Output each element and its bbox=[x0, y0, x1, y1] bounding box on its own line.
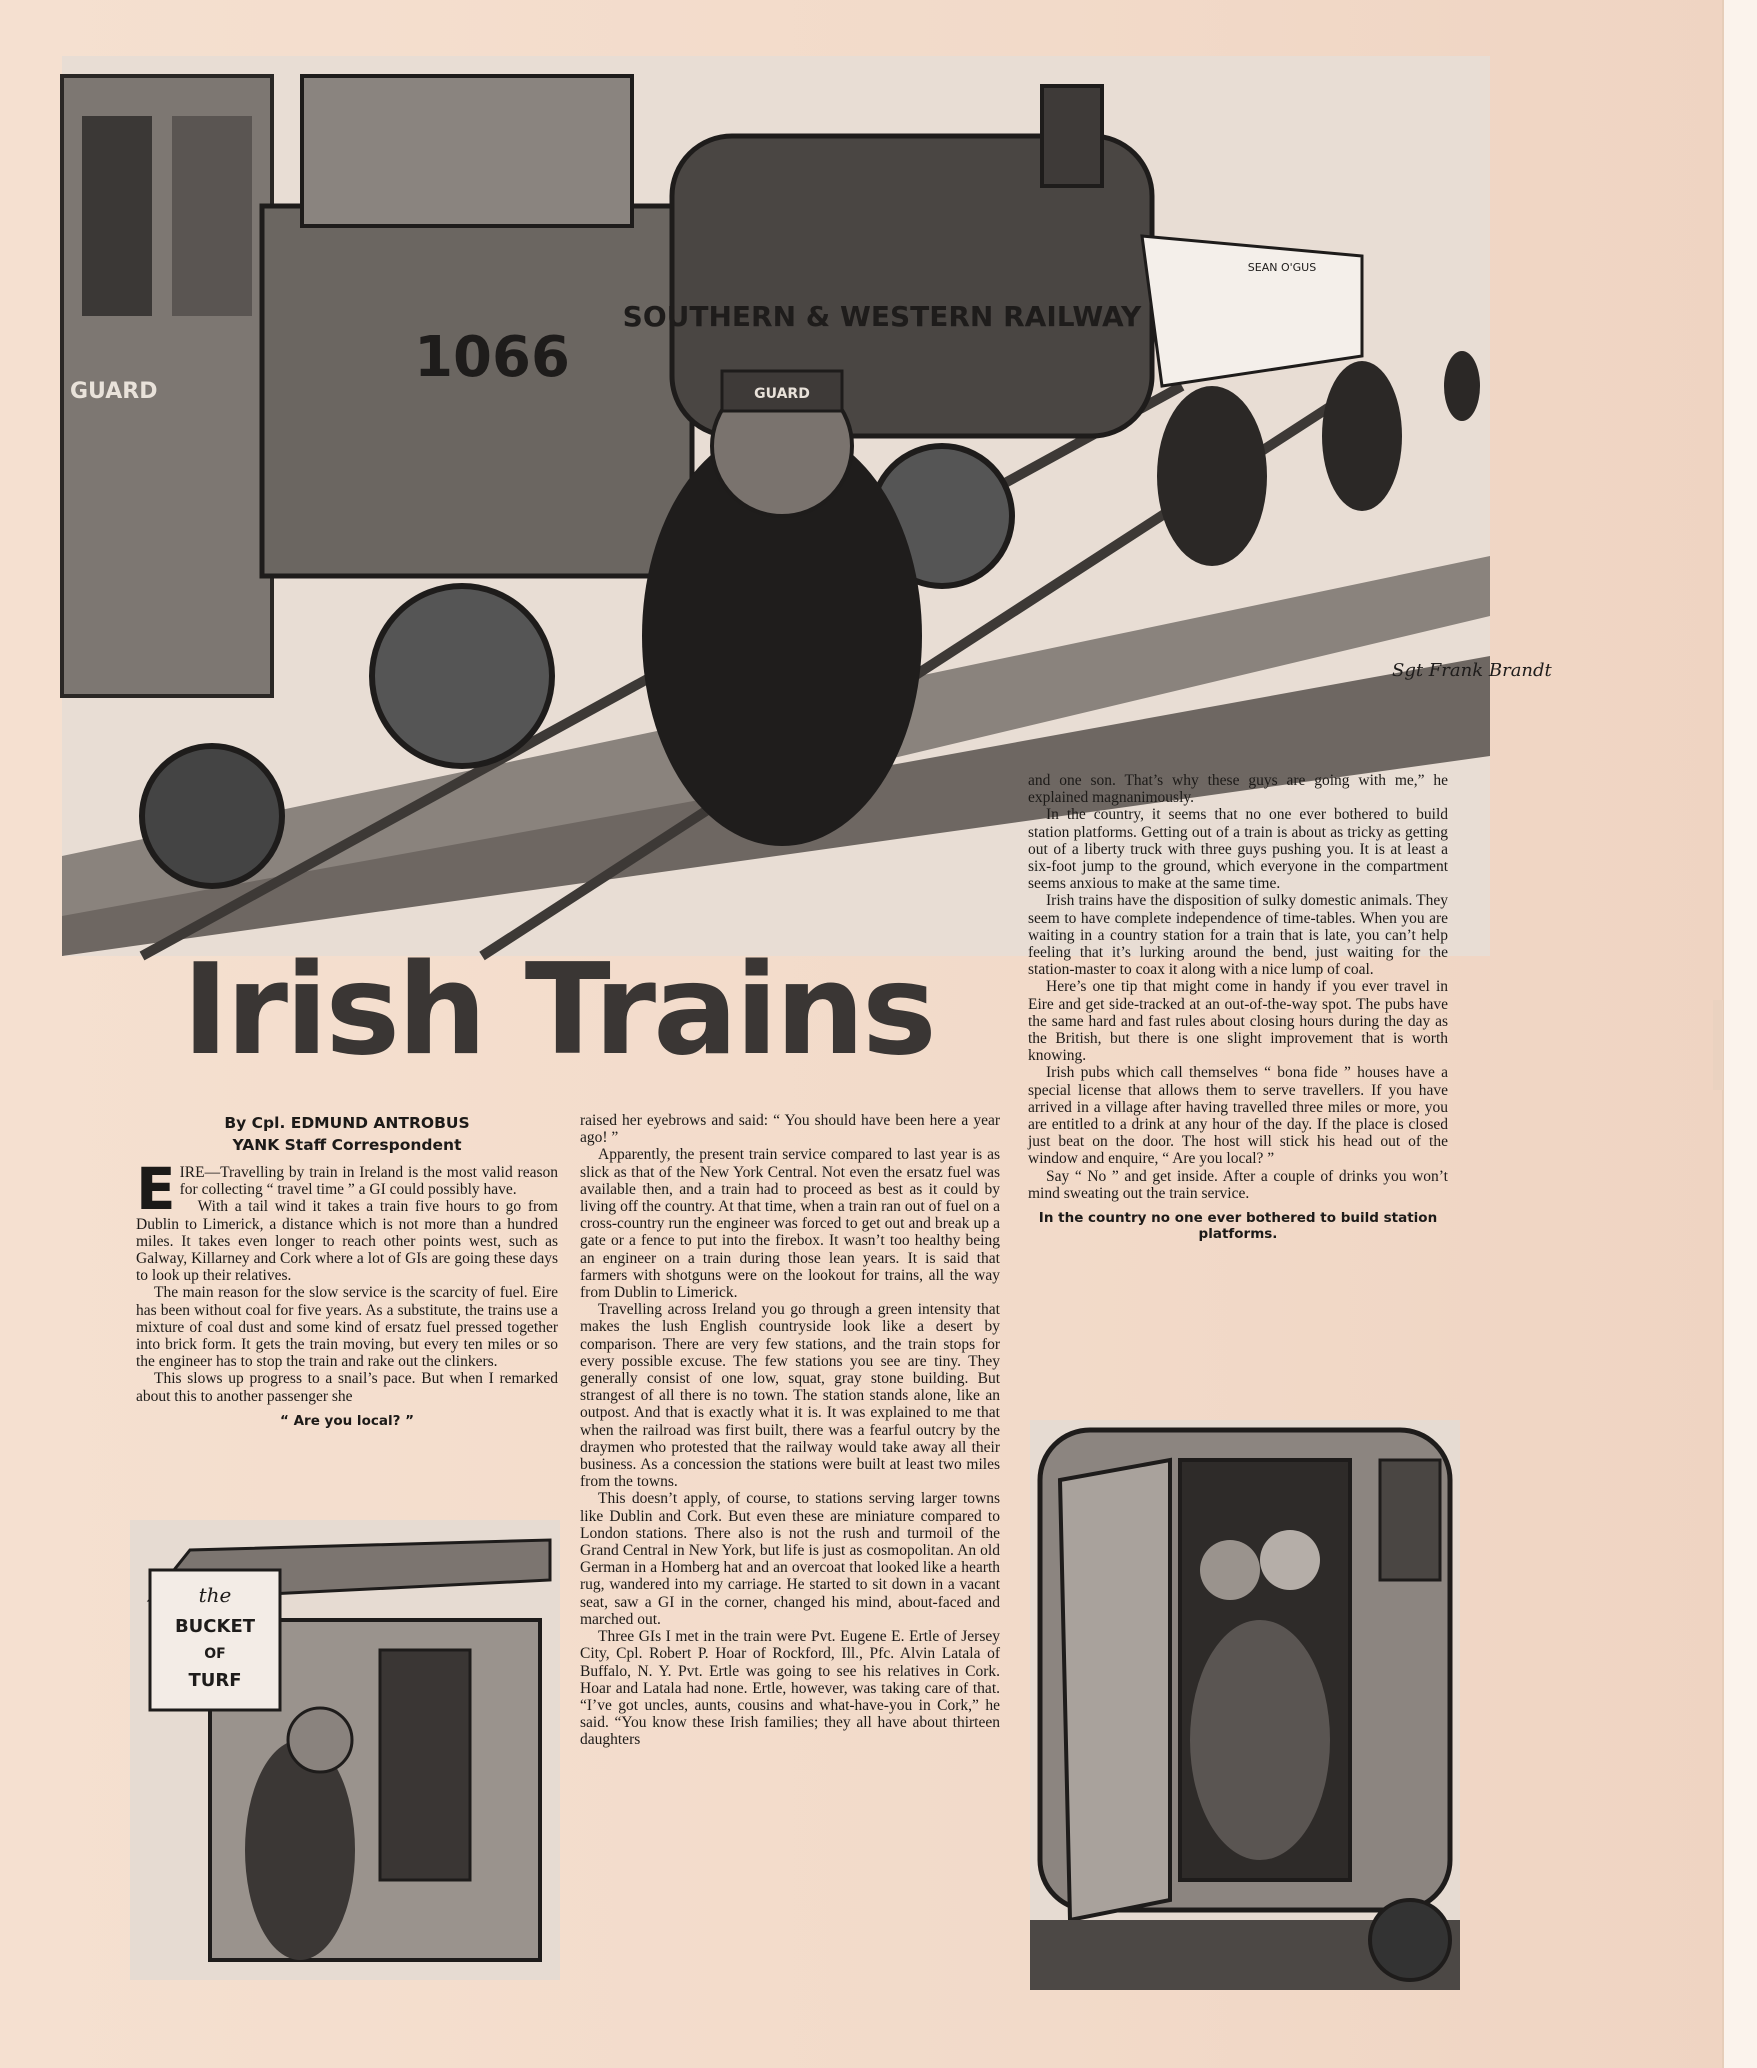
paragraph: and one son. That’s why these guys are going with me,” he explained magnanimously. bbox=[1028, 772, 1448, 807]
paragraph: Three GIs I met in the train were Pvt. Eugene E. Ertle of Jersey City, Cpl. Robert P. Hoar of Rockford, Ill., Pfc. Alvin Latala of Buffalo, N. Y. Pvt. Ertle was going to see his relatives in Cork. Hoar and Latala had none. Ertle, however, was taking care of that. “I’ve got uncles, aunts, cousins and what-have-you in Cork,” he said. “You know these Irish families; they all have about thirteen daughters bbox=[580, 1628, 1000, 1749]
column-2 bbox=[580, 1112, 1000, 1749]
paragraph: Irish pubs which call themselves “ bona fide ” houses have a special license that allows them to serve travellers. If you have arrived in a village after having travelled three miles or more, you are entitled to a drink at any hour of the day. If the place is closed just beat on the door. The host will stick his head out of the window and enquire, “ Are you local? ” bbox=[1028, 1064, 1448, 1168]
caption-are-you-local: “ Are you local? ” bbox=[280, 1412, 414, 1429]
pub-sign-line1: the bbox=[198, 1583, 232, 1607]
lead-word: IRE bbox=[179, 1164, 205, 1181]
paragraph: Here’s one tip that might come in handy if you ever travel in Eire and get side-tracked at an out-of-the-way spot. The pubs have the same hard and fast rules about closing hours during the day as the British, but there is one slight improvement that is worth knowing. bbox=[1028, 978, 1448, 1065]
paragraph: This slows up progress to a snail’s pace. But when I remarked about this to another passenger she bbox=[136, 1370, 558, 1405]
pub-sign-line2: BUCKET bbox=[174, 1616, 256, 1637]
paragraph: The main reason for the slow service is the scarcity of fuel. Eire has been without coal for five years. As a substitute, the trains use a mixture of coal dust and some kind of ersatz fuel pressed together into brick form. It gets the train moving, but every ten miles or so the engineer has to stop the train and rake out the clinkers. bbox=[136, 1284, 558, 1371]
paragraph: With a tail wind it takes a train five hours to go from Dublin to Limerick, a distance which is not more than a hundred miles. It takes even longer to reach other points west, such as Galway, Killarney and Cork where a lot of GIs are going these days to look up their relatives. bbox=[136, 1198, 558, 1285]
train-door-illustration bbox=[1030, 1420, 1460, 1990]
drop-cap: E bbox=[136, 1155, 176, 1223]
paragraph: Irish trains have the disposition of sulky domestic animals. They seem to have complete independence of time-tables. When you are waiting in a country station for a train that is late, you can’t help feeling that it’s lurking around the bend, just waiting for the station-master to coax it along with a nice lump of coal. bbox=[1028, 892, 1448, 979]
page-edge bbox=[1722, 0, 1757, 2068]
article-title: Irish Trains bbox=[182, 936, 934, 1083]
paragraph: raised her eyebrows and said: “ You should have been here a year ago! ” bbox=[580, 1112, 1000, 1147]
carriage-label: GUARD bbox=[70, 379, 158, 404]
column-1 bbox=[136, 1112, 558, 1439]
artist-signature: Sgt Frank Brandt bbox=[1392, 660, 1552, 681]
paragraph: Apparently, the present train service compared to last year is as slick as that of the New York Central. Not even the ersatz fuel was available then, and a train had to proceed as best as it could by living off the country. At that time, when a train ran out of fuel on a cross-country run the engineer was forced to get out and break up a gate or a fence to put into the firebox. It wasn’t too healthy being an engineer on a train during those lean years. It is said that farmers with shotguns were on the lookout for trains, all the way from Dublin to Limerick. bbox=[580, 1146, 1000, 1302]
pub-sign-line4: TURF bbox=[188, 1670, 242, 1691]
page-fold bbox=[1713, 1000, 1723, 1090]
paragraph: Say “ No ” and get inside. After a couple of drinks you won’t mind sweating out the train service. bbox=[1028, 1167, 1448, 1202]
paragraph-text: —Travelling by train in Ireland is the most valid reason for collecting “ travel time ” a GI could possibly have. bbox=[179, 1164, 558, 1199]
paragraph: This doesn’t apply, of course, to stations serving larger towns like Dublin and Cork. But even these are miniature compared to London stations. There also is not the rush and turmoil of the Grand Central in New York, but life is just as cosmopolitan. An old German in a Homberg hat and an overcoat that looked like a hearth rug, wandered into my carriage. He started to sit down in a vacant seat, saw a GI in the corner, changed his mind, about-faced and marched out. bbox=[580, 1490, 1000, 1628]
paragraph bbox=[136, 1155, 558, 1223]
paragraph: In the country, it seems that no one ever bothered to build station platforms. Getting out of a train is about as tricky as getting out of a liberty truck with three guys pushing you. It is at least a six-foot jump to the ground, which everyone in the compartment seems anxious to make at the same time. bbox=[1028, 806, 1448, 893]
pub-sign-line3: OF bbox=[204, 1646, 226, 1662]
guard-cap-label: GUARD bbox=[754, 386, 810, 402]
byline bbox=[136, 1112, 558, 1156]
caption-station-platforms: In the country no one ever bothered to build station platforms. bbox=[1038, 1210, 1438, 1243]
fence-sign: SEAN O'GUS bbox=[1247, 261, 1317, 274]
paragraph: Travelling across Ireland you go through a green intensity that makes the lush English countryside look like a desert by comparison. There are very few stations, and the train stops for every possible excuse. The few stations you see are tiny. They generally consist of one low, squat, gray stone building. But strangest of all there is no town. The station stands alone, like an outpost. And that is exactly what it is. It was explained to me that when the railroad was first built, there was a fearful outcry by the draymen who protested that the railway would take away all their business. As a concession the stations were built at least two miles from the towns. bbox=[580, 1301, 1000, 1491]
byline-author: By Cpl. EDMUND ANTROBUS bbox=[224, 1114, 470, 1132]
pub-illustration bbox=[130, 1520, 560, 1980]
byline-role: YANK Staff Correspondent bbox=[232, 1136, 462, 1154]
column-3 bbox=[1028, 772, 1448, 1252]
railway-name: SOUTHERN & WESTERN RAILWAY bbox=[622, 300, 1142, 333]
engine-number: 1066 bbox=[414, 325, 570, 390]
